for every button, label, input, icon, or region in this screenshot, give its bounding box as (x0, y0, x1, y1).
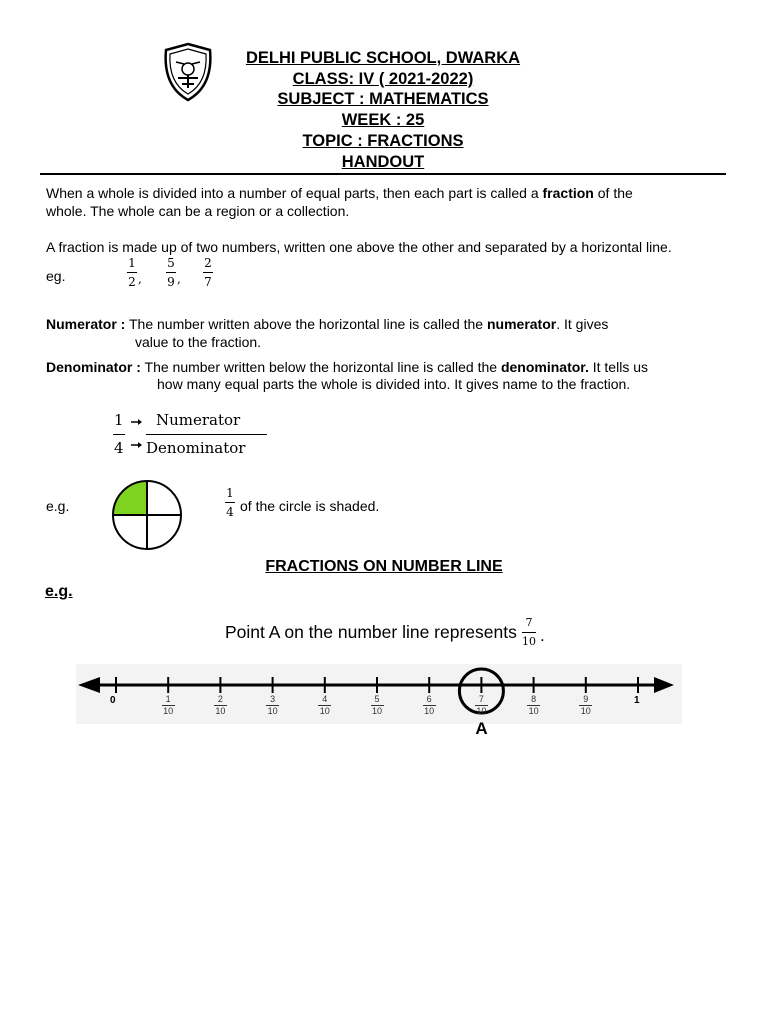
numerator-definition-cont: value to the fraction. (135, 334, 262, 350)
number-line-eg-label: e.g. (45, 583, 73, 600)
number-line-heading: FRACTIONS ON NUMBER LINE (265, 558, 503, 575)
number-line (76, 664, 682, 744)
point-a-label: A (475, 719, 488, 738)
arrow-left-icon (78, 677, 100, 693)
diagram-denominator: 4 (114, 439, 124, 457)
fraction-parts-diagram (110, 408, 280, 464)
comma: , (138, 272, 142, 286)
handout-title: HANDOUT (341, 153, 425, 171)
tick-label: 9 10 (580, 694, 591, 716)
numerator-definition: Numerator : The number written above the horizontal line is called the numerator. It gives (46, 316, 609, 332)
circle-caption: of the circle is shaded. (240, 498, 380, 514)
diagram-fraction-bar (113, 434, 125, 435)
class-line: CLASS: IV ( 2021-2022) (292, 70, 474, 88)
point-a-statement: Point A on the number line represents (225, 622, 517, 642)
arrow-right-icon (130, 416, 144, 450)
tick-label: 5 10 (371, 694, 382, 716)
denominator-definition: Denominator : The number written below the horizontal line is called the denominator. It tells us (46, 359, 648, 375)
tick-label: 6 10 (424, 694, 435, 716)
numerator-word: Numerator (156, 411, 241, 429)
tick-label: 3 10 (267, 694, 278, 716)
eg-label: eg. (46, 268, 66, 284)
diagram-numerator: 1 (114, 411, 124, 429)
denominator-word: Denominator (146, 439, 246, 457)
example-fraction-3: 2 7 (204, 256, 212, 289)
topic-line: TOPIC : FRACTIONS (302, 132, 464, 150)
header-divider (40, 173, 726, 175)
comma: , (177, 272, 181, 286)
subject-line: SUBJECT : MATHEMATICS (277, 90, 489, 108)
end-label: 1 (634, 695, 640, 706)
denominator-definition-cont: how many equal parts the whole is divided into. It gives name to the fraction. (157, 376, 631, 392)
tick-label: 7 10 (476, 694, 487, 716)
start-label: 0 (110, 695, 116, 706)
tick-label: 2 10 (215, 694, 226, 716)
statement-period: . (540, 626, 545, 645)
example-fraction-1: 1 2 (128, 256, 136, 289)
tick-label: 4 10 (319, 694, 330, 716)
intro-line-3: A fraction is made up of two numbers, written one above the other and separated by a horizontal line. (46, 239, 672, 255)
intro-line-1: When a whole is divided into a number of equal parts, then each part is called a fraction of the (46, 185, 633, 201)
shaded-circle (110, 478, 184, 552)
tick-label: 1 10 (163, 694, 174, 716)
circle-eg-label: e.g. (46, 498, 70, 514)
week-line: WEEK : 25 (341, 111, 425, 129)
diagram-word-bar (146, 434, 267, 435)
school-name: DELHI PUBLIC SCHOOL, DWARKA (245, 49, 521, 67)
point-a-fraction: 7 10 (522, 616, 536, 648)
arrow-right-icon (654, 677, 674, 693)
tick-label: 8 10 (528, 694, 539, 716)
example-fraction-2: 5 9 (167, 256, 175, 289)
intro-line-2: whole. The whole can be a region or a collection. (46, 203, 350, 219)
circle-fraction: 1 4 (226, 486, 234, 519)
